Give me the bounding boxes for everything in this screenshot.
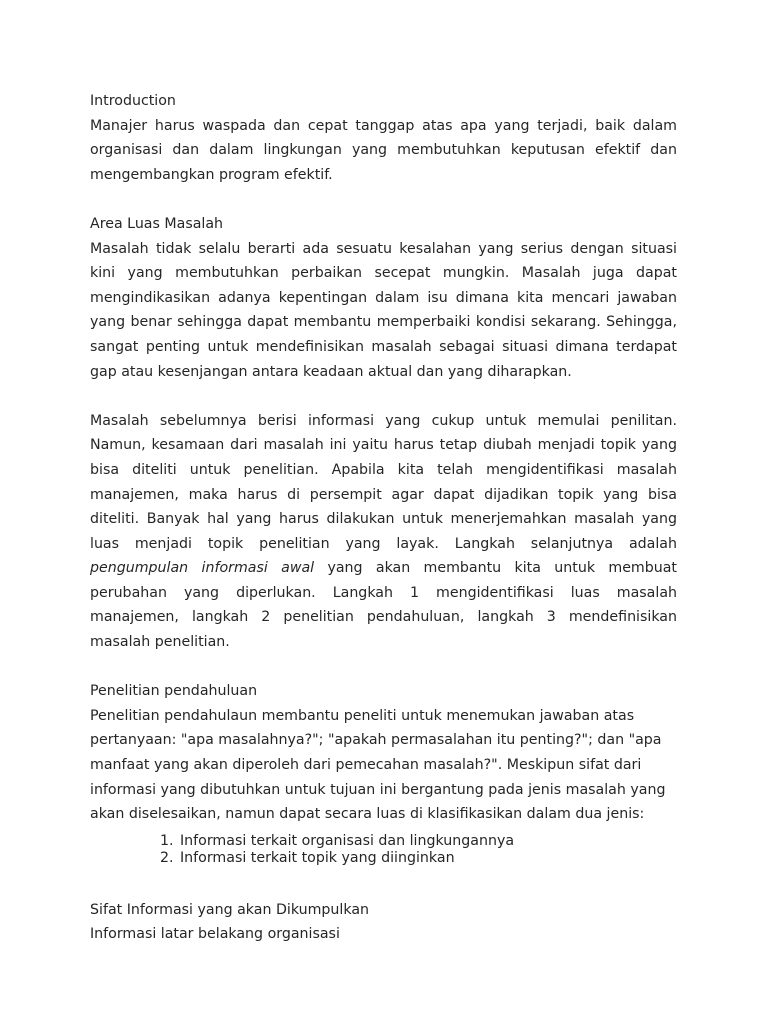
paragraph-gap	[90, 384, 677, 409]
list-item	[160, 833, 677, 850]
introduction-heading: Introduction	[90, 93, 176, 109]
pendahuluan-heading: Penelitian pendahuluan	[90, 683, 258, 700]
paragraph-gap	[90, 187, 677, 212]
list-item-text: Informasi terkait topik yang diinginkan	[180, 849, 455, 866]
paragraph-gap	[90, 867, 677, 898]
list-item-number: 2.	[160, 849, 174, 866]
area-heading: Area Luas Masalah	[90, 215, 224, 232]
paragraph-gap	[90, 655, 677, 680]
list-item	[160, 850, 677, 867]
masalah-text-part1: Masalah sebelumnya berisi informasi yang cukup untuk memulai penilitan. Namun, kesamaan dari masalah ini yaitu harus tetap diubah menjadi topik yang bisa diteliti untuk penelitian. Apabila kita telah mengidentifikasi masalah manajemen, maka harus di persempit agar dapat dijadikan topik yang bisa diteliti. Banyak hal yang harus dilakukan untuk menerjemahkan masalah yang luas menjadi topik penelitian yang layak. Langkah selanjutnya adalah	[90, 412, 677, 552]
introduction-paragraph: Manajer harus waspada dan cepat tanggap atas apa yang terjadi, baik dalam organisasi dan dalam lingkungan yang membutuhkan keputusan efektif dan mengembangkan program efektif.	[90, 117, 677, 183]
sifat-heading: Sifat Informasi yang akan Dikumpulkan	[90, 901, 370, 918]
area-paragraph: Masalah tidak selalu berarti ada sesuatu kesalahan yang serius dengan situasi kini yang membutuhkan perbaikan secepat mungkin. Masalah juga dapat mengindikasikan adanya kepentingan dalam isu dimana kita mencari jawaban yang benar sehingga dapat membantu memperbaiki kondisi sekarang. Sehingga, sangat penting untuk mendefinisikan masalah sebagai situasi dimana terdapat gap atau kesenjangan antara keadaan aktual dan yang diharapkan.	[90, 240, 677, 380]
masalah-paragraph	[90, 409, 677, 655]
sifat-subheading: Informasi latar belakang organisasi	[90, 926, 340, 943]
information-type-list	[160, 833, 677, 867]
document-page	[90, 89, 677, 947]
list-item-number: 1.	[160, 832, 174, 849]
list-item-text: Informasi terkait organisasi dan lingkungannya	[180, 832, 515, 849]
pendahuluan-paragraph: Penelitian pendahulaun membantu peneliti untuk menemukan jawaban atas pertanyaan: "apa masalahnya?"; "apakah permasalahan itu penting?"; dan "apa manfaat yang akan diperoleh dari pemecahan masalah?". Meskipun sifat dari informasi yang dibutuhkan untuk tujuan ini bergantung pada jenis masalah yang akan diselesaikan, namun dapat secara luas di klasifikasikan dalam dua jenis:	[90, 707, 666, 823]
masalah-text-part2: yang akan membantu kita untuk membuat perubahan yang diperlukan. Langkah 1 mengidentifikasi luas masalah manajemen, langkah 2 penelitian pendahuluan, langkah 3 mendefinisikan masalah penelitian.	[90, 560, 677, 651]
masalah-italic-term: pengumpulan informasi awal	[90, 560, 315, 577]
